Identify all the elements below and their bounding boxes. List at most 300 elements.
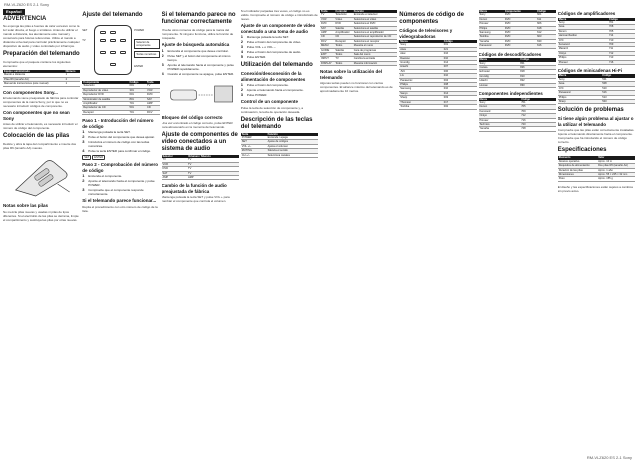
codes-table-header: Componente: [504, 10, 536, 13]
decoder-table-header: Marca: [479, 58, 520, 61]
table-cell: 716: [520, 118, 556, 122]
table-cell: 016: [443, 52, 477, 56]
table-cell: 010: [443, 56, 477, 60]
step-text: Pulse el botón del componente de vídeo.: [246, 40, 302, 44]
table-cell: 601: [129, 93, 146, 97]
amp-table: [558, 18, 635, 65]
table-cell: Sanyo: [399, 91, 443, 95]
list-item: 3 Compruebe que el componente responde correctamente.: [82, 188, 159, 196]
numeric-key-icon: [110, 51, 116, 54]
prep-title: Preparación del telemando: [3, 51, 80, 57]
table-row: [558, 60, 635, 64]
table-cell: 711: [608, 47, 635, 51]
list-item: 2 Pulse el botón del componente de vídeo.: [240, 39, 302, 44]
table-cell: 712: [520, 114, 556, 118]
column-1: [3, 9, 80, 455]
table-cell: 612: [536, 31, 556, 35]
table-cell: Daewoo: [399, 56, 443, 60]
table-cell: DVD: [504, 35, 536, 39]
table-cell: Ajusta el volumen: [267, 144, 318, 148]
avfunc-title: Ajuste de un componente de vídeo conectado a una toma de audio: [240, 23, 316, 34]
table-cell: Reproductor de CD: [82, 106, 128, 110]
table-cell: 1: [65, 82, 81, 86]
table-cell: Sony: [479, 101, 521, 105]
table-cell: TV: [320, 13, 334, 17]
desc-table: [241, 133, 318, 158]
step-text: Mantenga pulsada la tecla SET.: [88, 130, 131, 135]
table-cell: MUTING: [241, 149, 267, 153]
intro-text: Si el indicador parpadea tres veces, el código no es válido. Compruebe el número de código e introdúzcalo de nuevo.: [240, 9, 318, 21]
step1-list: [82, 130, 159, 153]
audio-table: [162, 155, 239, 180]
trouble-title: Solución de problemas: [557, 107, 624, 114]
table-cell: Televisión: [334, 13, 352, 17]
table-cell: 001: [129, 84, 146, 88]
table-cell: DVD: [504, 26, 536, 30]
list-item: 2 Apunte el telemando hacia el componente.: [240, 87, 304, 92]
table-cell: Toshiba: [479, 35, 504, 39]
table-cell: DVD: [504, 44, 536, 48]
list-item: 1 Mantenga pulsada la tecla SET.: [82, 129, 131, 135]
factory-title: Cambio de la función de audio preajustada de fábrica: [161, 183, 227, 194]
audio-table-header: Selector: [162, 155, 187, 158]
notes-text: No mezcle pilas nuevas y usadas ni pilas de tipos diferentes. Si el electrolito de las pilas se derrama, limpie el compartimiento y sustituya las pilas por otras nuevas.: [3, 209, 79, 222]
table-cell: 014: [443, 61, 477, 65]
table-cell: 716: [608, 60, 635, 64]
use-notes-text: Algunas teclas pueden no funcionar con ciertos componentes. El alcance máximo del telemando es de aproximadamente 10 metros.: [320, 81, 393, 94]
control-title: Control de un componente: [240, 99, 298, 104]
power-key-icon: [110, 31, 116, 34]
notes-title: Notas sobre las pilas: [3, 203, 49, 209]
table-row: [162, 176, 239, 180]
table-row: [399, 105, 476, 109]
tv-codes-table: [399, 40, 476, 110]
table-cell: Selecciona el receptor: [353, 39, 398, 43]
column-7: [479, 9, 556, 455]
audio-table-header: Volumen / Silencio: [187, 155, 239, 158]
table-cell: DVD: [146, 93, 160, 97]
callout-numeric: Teclas numéricas: [134, 51, 159, 58]
step-text: Encienda el componente.: [88, 174, 123, 179]
table-cell: Yamaha: [479, 127, 521, 131]
table-cell: Sony: [558, 21, 608, 25]
battery-illustration: [3, 154, 80, 198]
table-cell: DVD: [504, 22, 536, 26]
table-cell: DVD: [504, 13, 536, 17]
amp-table-header: Marca: [558, 18, 608, 21]
table-row: [3, 82, 80, 86]
spec-table-header: Elemento: [558, 156, 597, 159]
prep-text: Compruebe que el paquete contiene los siguientes elementos:: [3, 60, 71, 68]
table-row: [479, 44, 556, 48]
table-cell: Toshiba: [399, 105, 443, 109]
table-cell: Onkyo: [479, 114, 521, 118]
language-badge: Español: [3, 9, 25, 15]
table-cell: JVC: [558, 38, 608, 42]
table-cell: Peso: [558, 177, 597, 181]
table-cell: Selecciona el satélite: [353, 26, 398, 30]
table-cell: 516: [601, 91, 635, 95]
table-cell: DVD: [320, 22, 334, 26]
table-cell: 508: [601, 82, 635, 86]
list-item: 1 Encienda el componente que desee controlar.: [161, 47, 229, 53]
setup-title: Ajuste del telemando: [82, 12, 143, 18]
decoder-table-header: Código: [519, 58, 555, 61]
use-notes-title: Notas sobre la utilización del telemando: [320, 69, 383, 80]
callout-set: SET: [82, 29, 88, 32]
code-table: [82, 81, 159, 115]
step-text: Compruebe que el componente responde correctamente.: [88, 188, 144, 197]
step-text: Apunte el telemando hacia el componente.: [246, 88, 304, 92]
control-text: Pulse la tecla de selección de componente y, a continuación, la tecla de operación deseada.: [240, 105, 304, 114]
indep-table: [479, 98, 556, 132]
list-item: 4 Cuando el componente se apague, pulse ENTER.: [161, 70, 235, 76]
table-cell: Samsung: [479, 31, 504, 35]
table-cell: Muestra el menú: [353, 44, 398, 48]
table-cell: Aiwa: [558, 25, 608, 29]
table-cell: CD: [146, 106, 160, 110]
table-row: [558, 99, 635, 103]
table-cell: Reproductor de vídeo: [82, 88, 128, 92]
table-cell: 720: [520, 122, 556, 126]
table-cell: Harman/Kardon: [558, 34, 608, 38]
table-cell: 728: [520, 127, 556, 131]
table-cell: 021: [443, 47, 477, 51]
table-cell: 810: [519, 74, 555, 78]
list-item: 4 Pulse el botón del componente de audio.: [240, 49, 302, 54]
table-cell: 710: [608, 38, 635, 42]
table-cell: 705: [608, 29, 635, 33]
step-text: Pulse SET y el botón del componente al mismo tiempo.: [167, 53, 231, 62]
spec-note: El diseño y las especificaciones están sujetos a cambios sin previo aviso.: [557, 184, 633, 193]
table-cell: 603: [536, 35, 556, 39]
table-cell: Aprox. 1 año: [597, 168, 635, 172]
spec-title: Especificaciones: [557, 147, 607, 154]
table-cell: TV: [187, 158, 239, 162]
table-cell: VCR: [320, 17, 334, 21]
table-cell: Enciende / apaga: [267, 136, 318, 140]
battery-title: Colocación de las pilas: [3, 133, 70, 140]
table-cell: Sony: [558, 78, 602, 82]
table-cell: 606: [536, 22, 556, 26]
codes-table-header: Código: [443, 40, 477, 43]
list-item: 1 Mantenga pulsada la tecla SET.: [240, 34, 289, 39]
table-cell: EXIT: [320, 53, 334, 57]
table-cell: 1: [65, 73, 81, 77]
table-cell: Satélite: [334, 48, 352, 52]
desc-title: Descripción de las teclas del telemando: [240, 116, 313, 130]
numeric-key-icon: [100, 51, 106, 54]
table-cell: 714: [608, 34, 635, 38]
table-cell: CH +/–: [241, 153, 267, 157]
fail-text: Repita el procedimiento con otro número de código de la lista.: [82, 204, 158, 213]
table-cell: 601: [536, 13, 556, 17]
table-cell: 501: [601, 78, 635, 82]
table-cell: Dos pilas R6 (tamaño AA): [597, 164, 635, 168]
factory-text: Mantenga pulsada la tecla SET y pulse VOL + para cambiar el componente que controla el volumen.: [161, 195, 230, 204]
table-cell: Thomson: [399, 100, 443, 104]
list-item: 1 Encienda el componente.: [82, 173, 123, 179]
table-cell: Philips: [558, 95, 602, 99]
step-text: Pulse el botón del componente que desea ajustar.: [88, 135, 155, 140]
table-cell: POWER: [241, 136, 267, 140]
codes-table-header: Código: [536, 10, 556, 13]
list-item: 2 Pulse SET y el botón del componente al mismo tiempo.: [162, 54, 239, 62]
code-table-header: Código: [129, 81, 146, 84]
amp-table-header: Código: [608, 18, 635, 21]
table-cell: Grundig: [399, 61, 443, 65]
table-cell: Philips: [558, 56, 608, 60]
table-cell: DVD: [504, 31, 536, 35]
table-cell: 004: [443, 78, 477, 82]
step-text: Introduzca el número de código con las teclas numéricas.: [88, 140, 150, 149]
table-cell: Muestra información: [353, 61, 398, 65]
desc-table-header: Función: [267, 133, 318, 136]
table-cell: 830: [519, 83, 555, 87]
list-item: 2 Apunte el telemando hacia el componente y pulse POWER.: [82, 179, 159, 187]
callout-tv: TV: [82, 39, 86, 42]
column-2: [82, 9, 159, 455]
table-cell: Todos: [334, 61, 352, 65]
trouble-text: Compruebe que las pilas están correctamente instaladas. Apunte el telemando directamente hacia el componente. Compruebe que ha introducido el número de código correcto.: [557, 128, 635, 145]
notwork-text: Pruebe otros números de código para la marca del componente. Si ninguno funciona, utilice la función de búsqueda.: [161, 28, 234, 40]
table-cell: 513: [601, 95, 635, 99]
table-cell: TV: [334, 57, 352, 61]
table-cell: 701: [520, 101, 556, 105]
table-cell: Selecciona el vídeo: [353, 17, 398, 21]
table-cell: Mando a distancia: [3, 73, 65, 77]
table-cell: DVD: [504, 39, 536, 43]
table-cell: 701: [608, 21, 635, 25]
hifi-table-header: Marca: [558, 74, 602, 77]
table-cell: Pioneer: [558, 60, 608, 64]
table-cell: SAT: [320, 26, 334, 30]
remote-pointing-illustration: [162, 80, 239, 110]
table-cell: 818: [519, 70, 555, 74]
table-cell: Panasonic: [479, 44, 504, 48]
table-cell: Guía de programas: [353, 48, 398, 52]
table-cell: JVC: [399, 69, 443, 73]
step1-title: Paso 1 - Introducción del número de código: [82, 118, 154, 129]
table-cell: Samsung: [399, 87, 443, 91]
set-key-icon: SET: [84, 156, 90, 160]
table-cell: Cambia la entrada: [353, 57, 398, 61]
table-cell: Sharp: [399, 96, 443, 100]
step2-list: [82, 174, 159, 196]
column-8: [558, 9, 635, 455]
table-cell: 712: [608, 51, 635, 55]
table-cell: TV: [187, 167, 239, 171]
dvd-key-icon: [120, 39, 126, 42]
connect-list: [241, 83, 318, 97]
table-cell: 709: [520, 109, 556, 113]
table-cell: Amplificador: [82, 102, 128, 106]
table-cell: 801: [519, 62, 555, 66]
table-cell: Kenwood: [558, 42, 608, 46]
table-cell: VOL +/–: [241, 144, 267, 148]
table-cell: Philips: [399, 83, 443, 87]
table-cell: SAT: [146, 97, 160, 101]
enter-key-icon: [110, 63, 116, 66]
list-item: 3 Introduzca el número de código con las teclas numéricas.: [82, 140, 159, 148]
table-cell: Silencia el sonido: [267, 149, 318, 153]
table-row: [82, 110, 159, 114]
table-cell: Pioneer: [479, 118, 521, 122]
table-cell: Grundig: [479, 74, 520, 78]
table-cell: Alcance operativo: [558, 160, 597, 164]
table-cell: Manual de instrucciones (este manual): [3, 82, 65, 86]
table-cell: Sale del menú: [353, 53, 398, 57]
list-item: 1 Pulse el botón del componente.: [240, 82, 289, 87]
table-cell: VCR: [146, 88, 160, 92]
table-cell: TV: [187, 162, 239, 166]
warning-title: ADVERTENCIA: [3, 16, 47, 22]
set-key-icon: [100, 31, 106, 34]
audio-title: Ajuste de componentes de vídeo conectados a un sistema de audio: [161, 132, 238, 152]
table-row: [479, 83, 556, 87]
key-function-table: [320, 10, 397, 66]
table-cell: Marantz: [558, 47, 608, 51]
table-cell: 010: [443, 87, 477, 91]
table-cell: Panasonic: [558, 91, 602, 95]
table-cell: Selecciona canales: [267, 153, 318, 157]
code-table-header: Componente: [82, 81, 128, 84]
table-cell: Sony: [479, 13, 504, 17]
table-cell: Reproductor DVD: [82, 93, 128, 97]
table-cell: 003: [443, 96, 477, 100]
page-header: RM-VLZ620 ES 2-1 Sony: [4, 2, 50, 7]
table-cell: AMP: [187, 176, 239, 180]
enter-key-icon: ENTER: [94, 156, 104, 160]
table-cell: Selecciona el reproductor de CD: [353, 35, 398, 39]
table-cell: 501: [129, 106, 146, 110]
indep-table-header: Marca: [479, 98, 521, 101]
table-row: [241, 153, 318, 157]
table-cell: MENU: [320, 44, 334, 48]
battery-text: Deslice y abra la tapa del compartimiento e inserte dos pilas R6 (tamaño AA) nuevas.: [3, 142, 77, 151]
table-cell: Sony: [399, 43, 443, 47]
codes-subtitle: Códigos de televisores y videograbadoras: [399, 28, 453, 39]
step-text: Pulse el botón del componente de audio.: [246, 50, 302, 54]
table-row: [479, 127, 556, 131]
table-cell: AMP: [320, 31, 334, 35]
table-cell: DISPLAY: [320, 61, 334, 65]
table-cell: RCV: [320, 39, 334, 43]
table-cell: Hitachi: [479, 79, 520, 83]
table-cell: Onkyo: [558, 51, 608, 55]
table-cell: 001: [443, 43, 477, 47]
key-table-header: Función: [353, 10, 398, 13]
hifi-title: Códigos de minicadenas Hi-Fi: [557, 67, 623, 73]
table-cell: TV: [187, 171, 239, 175]
dvd-codes-table: [479, 10, 556, 49]
table-cell: Vídeo: [334, 17, 352, 21]
table-cell: JVC: [558, 86, 602, 90]
page-footer: RM-VLZ620 ES 2-1 Sony: [586, 455, 632, 460]
table-row: [320, 61, 397, 65]
table-cell: TV: [162, 158, 187, 162]
table-cell: CD: [320, 35, 334, 39]
step-text: Apunte el telemando hacia el componente y pulse POWER.: [88, 179, 155, 188]
table-cell: 826: [519, 65, 555, 69]
table-cell: 014: [443, 91, 477, 95]
other-text: Antes de utilizar el telemando, es necesario introducir el número de código del componente.: [3, 122, 78, 131]
step-text: Pulse la tecla ENTER para confirmar el código.: [88, 149, 151, 154]
lock-title: Bloqueo del código correcto: [161, 114, 223, 120]
column-5: [320, 9, 397, 455]
table-cell: LG: [399, 74, 443, 78]
step-text: Pulse el botón del componente.: [246, 83, 289, 87]
table-cell: CD: [334, 35, 352, 39]
tv-key-icon: [100, 39, 106, 42]
code-table-header: Tecla: [146, 81, 160, 84]
table-cell: Aprox. 10 m: [597, 160, 635, 164]
table-cell: 2: [65, 77, 81, 81]
desc-table-header: Tecla: [241, 133, 267, 136]
list-item: 3 Apunte el telemando hacia el componente y pulse POWER repetidamente.: [162, 63, 239, 71]
table-cell: Sharp: [558, 99, 602, 103]
table-cell: Requisitos de alimentación: [558, 164, 597, 168]
step-text: Pulse ENTER.: [246, 55, 267, 59]
indep-table-header: Código: [520, 98, 556, 101]
table-cell: Sintonizador de satélite: [82, 97, 128, 101]
table-cell: 618: [536, 26, 556, 30]
fail-title: Si el telemando parece funcionar...: [82, 198, 157, 204]
warning-text: No exponga las pilas a fuentes de calor excesivo como la luz solar directa, el fuego o similares. Antes de utilizar el mando a distancia, lea atentamente este manual y consérvelo para futuras referencias. Utilice el mando a distancia universal para controlar prácticamente cualquier dispositivo de audio y vídeo controlado por infrarrojos.: [3, 24, 80, 48]
avfunc-list: [241, 35, 318, 59]
table-cell: DVD: [504, 17, 536, 21]
table-cell: Canal+: [479, 65, 520, 69]
table-cell: Echostar: [479, 70, 520, 74]
table-cell: Pioneer: [479, 22, 504, 26]
table-cell: 301: [129, 88, 146, 92]
connect-title: Conexión/desconexión de la alimentación de componentes: [240, 71, 306, 82]
step-text: Pulse POWER.: [246, 93, 268, 97]
key-table-header: Tecla: [320, 10, 334, 13]
hifi-table-header: Código: [601, 74, 635, 77]
lock-text: Una vez encontrado el código correcto, pulse ENTER para almacenarlo en la memoria del telemando.: [161, 121, 233, 129]
step-text: Encienda el componente que desee controlar.: [167, 48, 229, 53]
list-item: 3 Pulse POWER.: [240, 92, 268, 97]
table-cell: Receptor: [334, 39, 352, 43]
table-cell: TV: [146, 84, 160, 88]
numeric-key-icon: [120, 51, 126, 54]
table-cell: 611: [536, 17, 556, 21]
table-cell: DVD: [162, 167, 187, 171]
codes-table-header: Marca: [479, 10, 504, 13]
table-cell: Selecciona el amplificador: [353, 31, 398, 35]
search-list: [162, 49, 239, 76]
table-cell: INPUT: [320, 57, 334, 61]
step-text: Pulse VOL + o VOL –.: [246, 45, 277, 49]
table-cell: VCR: [162, 162, 187, 166]
use-title: Utilización del telemando: [240, 62, 313, 68]
table-cell: Dimensiones: [558, 172, 597, 176]
prep-table: [3, 70, 80, 87]
table-cell: Todos: [334, 53, 352, 57]
notwork-title: Si el telemando parece no funcionar correctamente: [161, 12, 236, 25]
table-cell: Ajuste de códigos: [267, 140, 318, 144]
table-cell: 801: [129, 97, 146, 101]
table-cell: 002: [443, 105, 477, 109]
table-cell: DVD: [334, 22, 352, 26]
decoder-title: Códigos de descodificadores: [478, 51, 542, 57]
table-cell: SET: [241, 140, 267, 144]
step-text: Mantenga pulsada la tecla SET.: [246, 35, 289, 39]
hifi-table: [558, 74, 635, 104]
search-title: Ajuste de búsqueda automática: [161, 42, 230, 47]
prep-table-header: Equipo suministrado: [3, 70, 65, 73]
